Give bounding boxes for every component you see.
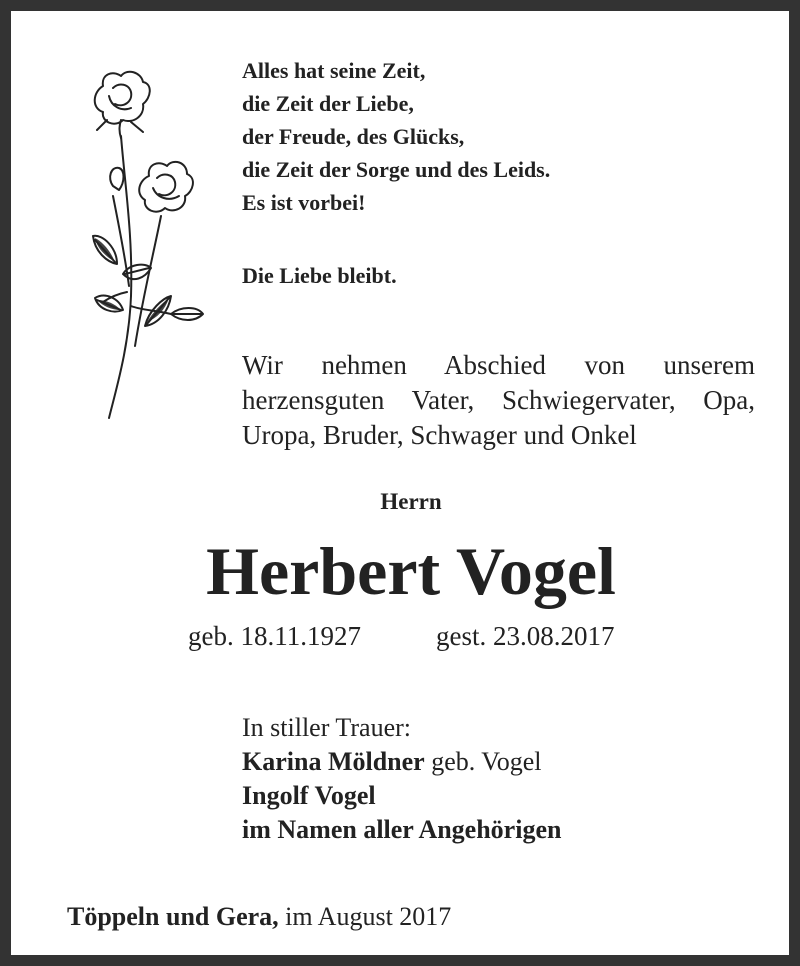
poem-line: der Freude, des Glücks, bbox=[242, 124, 465, 149]
death-date: gest. 23.08.2017 bbox=[436, 621, 615, 651]
poem-line: Alles hat seine Zeit, bbox=[242, 58, 426, 83]
poem-line: die Zeit der Liebe, bbox=[242, 91, 414, 116]
farewell-text: Wir nehmen Abschied von unserem herzensguten Vater, Schwiegervater, Opa, Uropa, Bruder, Schwager und Onkel bbox=[242, 350, 755, 450]
mourners bbox=[242, 711, 561, 847]
footer bbox=[67, 902, 451, 932]
footer-place: Töppeln und Gera, bbox=[67, 902, 279, 931]
mourner-ingolf: Ingolf Vogel bbox=[242, 781, 376, 810]
rose-icon bbox=[73, 66, 213, 426]
footer-date: im August 2017 bbox=[278, 902, 452, 931]
mourner-karina-suffix: geb. Vogel bbox=[424, 747, 542, 776]
mourner-karina-name: Karina Möldner bbox=[242, 747, 425, 776]
mourner-relatives: im Namen aller Angehörigen bbox=[242, 815, 562, 844]
poem-line: die Zeit der Sorge und des Leids. bbox=[242, 157, 551, 182]
mourners-heading: In stiller Trauer: bbox=[242, 713, 411, 742]
birth-date: geb. 18.11.1927 bbox=[188, 621, 361, 651]
salutation: Herrn bbox=[380, 489, 442, 514]
mourner-karina bbox=[242, 745, 561, 779]
deceased-name: Herbert Vogel bbox=[206, 533, 616, 609]
poem-line: Es ist vorbei! bbox=[242, 190, 366, 215]
poem-closing: Die Liebe bleibt. bbox=[242, 263, 397, 288]
poem bbox=[242, 54, 550, 219]
